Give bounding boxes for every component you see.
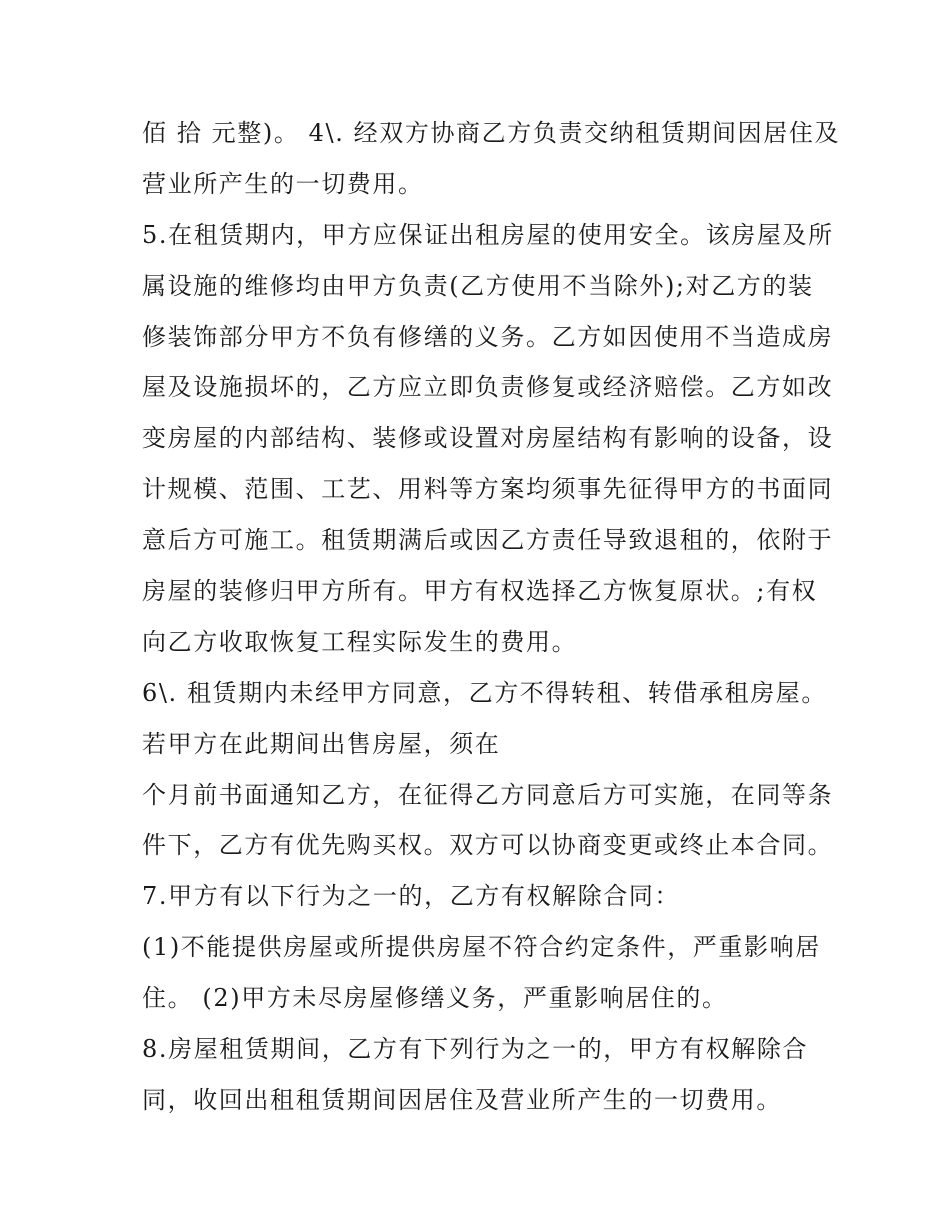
text-line: 若甲方在此期间出售房屋，须在 <box>142 729 501 758</box>
text-line: 修装饰部分甲方不负有修缮的义务。乙方如因使用不当造成房 <box>142 322 834 351</box>
text-line: 7.甲方有以下行为之一的，乙方有权解除合同： <box>142 882 681 911</box>
text-line: 意后方可施工。租赁期满后或因乙方责任导致退租的，依附于 <box>142 526 834 555</box>
text-line: 6\. 租赁期内未经甲方同意，乙方不得转租、转借承租房屋。 <box>142 678 828 707</box>
text-line: 变房屋的内部结构、装修或设置对房屋结构有影响的设备，设 <box>142 424 834 453</box>
text-line: 房屋的装修归甲方所有。甲方有权选择乙方恢复原状。;有权 <box>142 577 818 606</box>
text-line: 5.在租赁期内，甲方应保证出租房屋的使用安全。该房屋及所 <box>142 220 834 249</box>
document-body <box>142 108 841 1126</box>
text-line: 计规模、范围、工艺、用料等方案均须事先征得甲方的书面同 <box>142 475 834 504</box>
text-line: 向乙方收取恢复工程实际发生的费用。 <box>142 627 578 656</box>
text-line: 营业所产生的一切费用。 <box>142 169 424 198</box>
text-line: 8.房屋租赁期间，乙方有下列行为之一的，甲方有权解除合 <box>142 1035 809 1064</box>
text-line: 屋及设施损坏的，乙方应立即负责修复或经济赔偿。乙方如改 <box>142 373 834 402</box>
text-line: (1)不能提供房屋或所提供房屋不符合约定条件，严重影响居 <box>142 933 821 962</box>
text-line: 住。 (2)甲方未尽房屋修缮义务，严重影响居住的。 <box>142 984 728 1013</box>
text-line: 佰 拾 元整)。 4\. 经双方协商乙方负责交纳租赁期间因居住及 <box>142 119 841 147</box>
text-line: 件下，乙方有优先购买权。双方可以协商变更或终止本合同。 <box>142 831 834 860</box>
text-line: 个月前书面通知乙方，在征得乙方同意后方可实施，在同等条 <box>142 780 834 809</box>
text-line: 属设施的维修均由甲方负责(乙方使用不当除外);对乙方的装 <box>142 271 814 300</box>
text-line: 同，收回出租租赁期间因居住及营业所产生的一切费用。 <box>142 1085 782 1114</box>
